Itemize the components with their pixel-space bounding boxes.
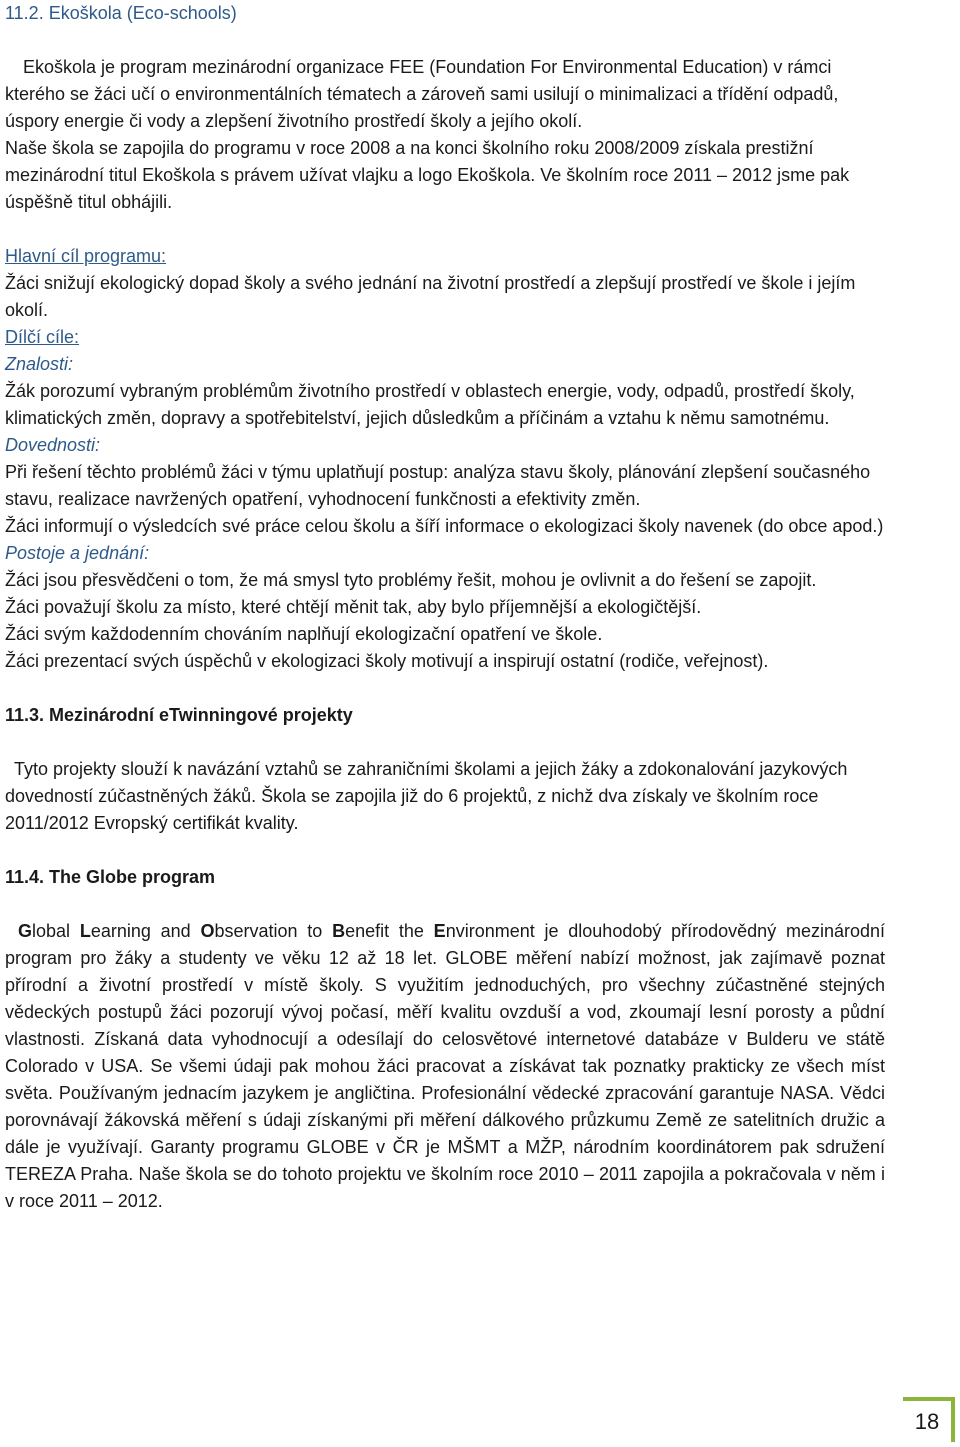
section-title-globe: 11.4. The Globe program [5, 867, 216, 887]
section-title-ekoskola: 11.2. Ekoškola (Eco-schools) [5, 3, 237, 23]
attitudes-label: Postoje a jednání: [5, 543, 150, 563]
skills-text-1: Při řešení těchto problémů žáci v týmu uplatňují postup: analýza stavu školy, plánování zlepšení současného stavu, realizace navržených opatření, vyhodnocení funkčnosti a efektivity změn. [5, 462, 871, 509]
page-number: 18 [903, 1397, 955, 1442]
globe-body: je dlouhodobý přírodovědný mezinárodní program pro žáky a studenty ve věku 12 až 18 let. GLOBE měření nabízí možnost, jak zajímavě poznat přírodní a životní prostředí v místě školy. S využitím jednoduchých, pro všechny zúčastněné stejných vědeckých postupů žáci pozorují vývoj počasí, měří kvalitu ovzduší a vod, zkoumají lesní porosty a půdní vlastnosti. Získaná data vyhodnocují a odesílají do celosvětové internetové databáze v Bulderu ve státě Colorado v USA. Se všemi údaji pak mohou žáci pracovat a získávat tak poznatky prakticky ze všech míst světa. Používaným jednacím jazykem je angličtina. Profesionální vědecké zpracování garantuje NASA. Vědci porovnávají žákovská měření s údaji získanými při měření dálkového průzkumu Země ze satelitních družic a dále je využívají. Garanty programu GLOBE v ČR je MŠMT a MŽP, národním koordinátorem pak sdružení TEREZA Praha. Naše škola se do tohoto projektu ve školním roce 2010 – 2011 zapojila a pokračovala v něm i v roce 2011 – 2012. [5, 921, 886, 1211]
skills-label: Dovednosti: [5, 435, 101, 455]
globe-text [5, 918, 885, 1215]
knowledge-text: Žák porozumí vybraným problémům životního prostředí v oblastech energie, vody, odpadů, prostředí školy, klimatických změn, dopravy a spotřebitelství, jejich důsledkům a příčinám a vztahu k němu samotnému. [5, 381, 855, 428]
document-page [5, 0, 885, 1215]
acronym-letter: E [433, 921, 446, 941]
acronym-rest: nvironment [445, 921, 535, 941]
knowledge-label: Znalosti: [5, 354, 74, 374]
acronym-letter: G [18, 921, 33, 941]
acronym-rest: enefit the [345, 921, 434, 941]
main-goal-label: Hlavní cíl programu: [5, 246, 167, 266]
attitudes-line: Žáci považují školu za místo, které chtějí měnit tak, aby bylo příjemnější a ekologičtější. [5, 597, 702, 617]
etwinning-text: Tyto projekty slouží k navázání vztahů se zahraničními školami a jejich žáky a zdokonalování jazykových dovedností zúčastněných žáků. Škola se zapojila již do 6 projektů, z nichž dva získaly ve školním roce 2011/2012 Evropský certifikát kvality. [5, 759, 848, 833]
acronym-rest: earning and [90, 921, 201, 941]
sub-goals-label: Dílčí cíle: [5, 327, 80, 347]
ekoskola-history: Naše škola se zapojila do programu v roce 2008 a na konci školního roku 2008/2009 získala prestižní mezinárodní titul Ekoškola s právem užívat vlajku a logo Ekoškola. Ve školním roce 2011 – 2012 jsme pak úspěšně titul obhájili. [5, 138, 850, 212]
skills-text-2: Žáci informují o výsledcích své práce celou školu a šíří informace o ekologizaci školy navenek (do obce apod.) [5, 516, 884, 536]
attitudes-line: Žáci prezentací svých úspěchů v ekologizaci školy motivují a inspirují ostatní (rodiče, veřejnost). [5, 651, 769, 671]
ekoskola-intro: Ekoškola je program mezinárodní organizace FEE (Foundation For Environmental Education) v rámci kterého se žáci učí o environmentálních tématech a zároveň sami usilují o minimalizaci a třídění odpadů, úspory energie či vody a zlepšení životního prostředí školy a jejího okolí. [5, 57, 839, 131]
acronym-rest: bservation to [214, 921, 333, 941]
attitudes-line: Žáci svým každodenním chováním naplňují ekologizační opatření ve škole. [5, 624, 603, 644]
acronym-letter: L [79, 921, 91, 941]
attitudes-line: Žáci jsou přesvědčeni o tom, že má smysl tyto problémy řešit, mohou je ovlivnit a do řešení se zapojit. [5, 570, 817, 590]
section-title-etwinning: 11.3. Mezinárodní eTwinningové projekty [5, 705, 353, 725]
acronym-letter: B [332, 921, 346, 941]
acronym-letter: O [200, 921, 215, 941]
main-goal-text: Žáci snižují ekologický dopad školy a svého jednání na životní prostředí a zlepšují prostředí ve škole i jejím okolí. [5, 273, 856, 320]
acronym-rest: lobal [32, 921, 80, 941]
